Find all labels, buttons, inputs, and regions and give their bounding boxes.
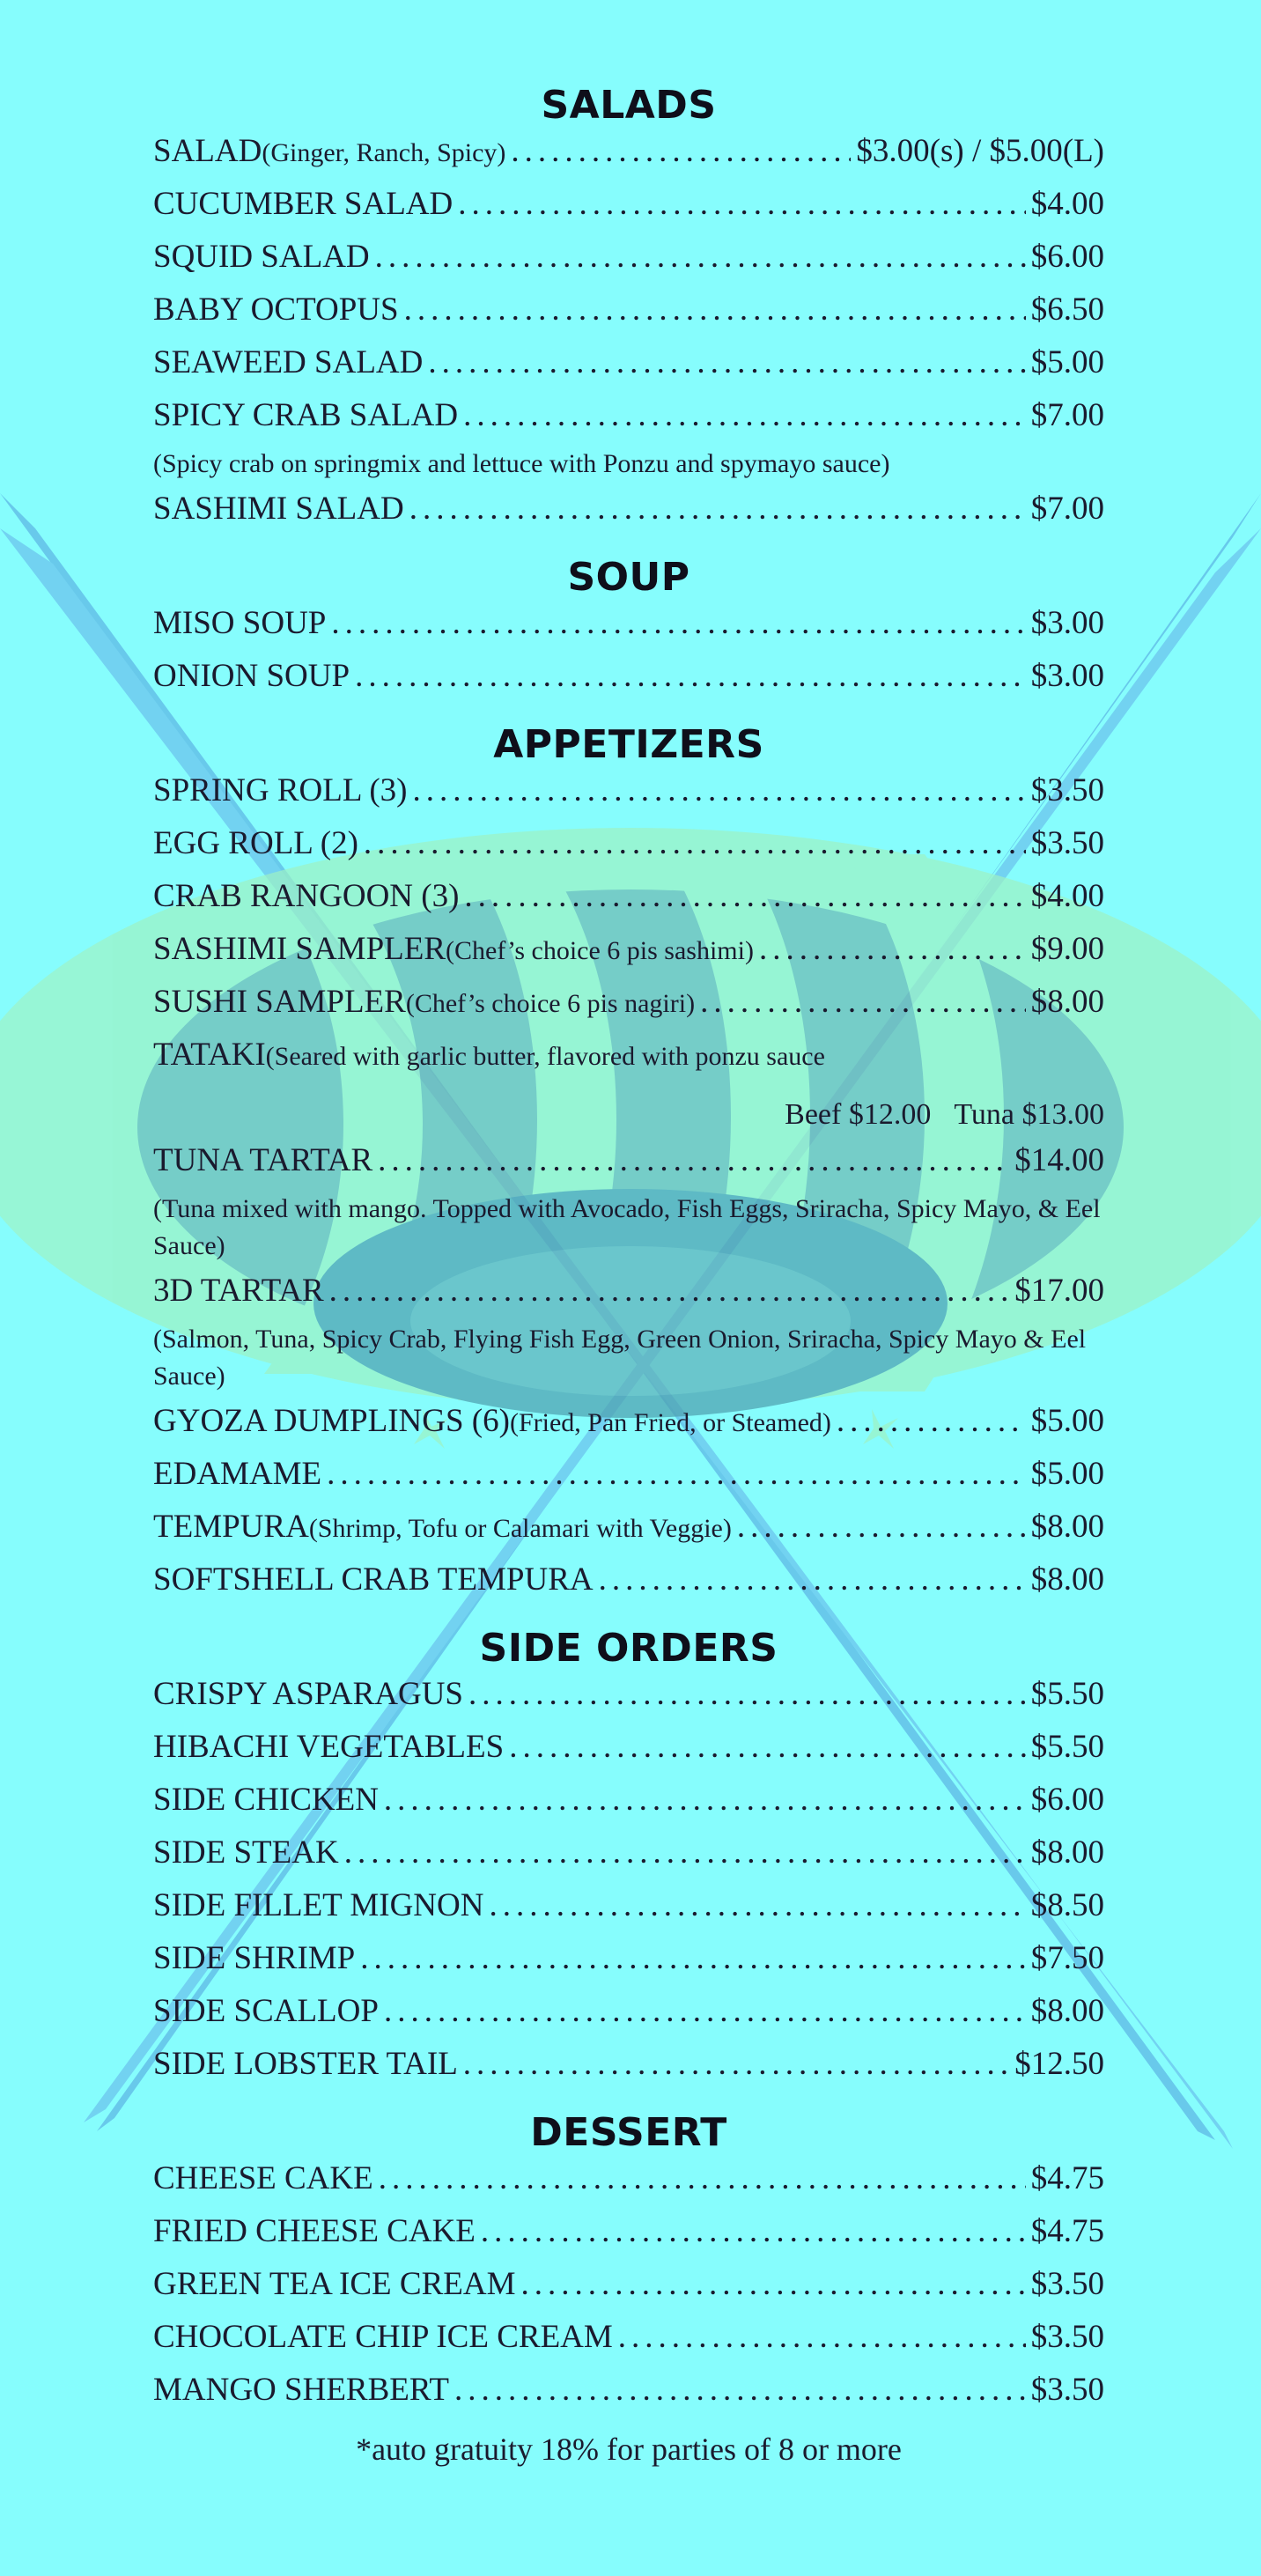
dot-leader	[454, 2371, 1026, 2409]
menu-item	[153, 396, 1104, 449]
item-price: $3.50	[1030, 2266, 1104, 2302]
item-name: SIDE CHICKEN	[153, 1782, 379, 1818]
item-name: SOFTSHELL CRAB TEMPURA	[153, 1561, 594, 1598]
item-name: SQUID SALAD	[153, 239, 370, 275]
menu-item	[153, 1141, 1104, 1194]
dot-leader	[344, 1834, 1026, 1871]
item-price: $8.00	[1030, 1509, 1104, 1545]
dot-leader	[364, 824, 1026, 862]
item-name: TEMPURA	[153, 1509, 309, 1545]
item-price: $5.00	[1030, 1403, 1104, 1439]
menu-item	[153, 1455, 1104, 1508]
menu-item	[153, 657, 1104, 710]
item-price: $17.00	[1014, 1273, 1104, 1309]
item-price: $8.00	[1030, 1561, 1104, 1598]
dot-leader	[737, 1508, 1026, 1546]
item-price: $3.50	[1030, 825, 1104, 861]
dot-leader	[463, 2045, 1009, 2083]
item-description: (Spicy crab on springmix and lettuce with Ponzu and spymayo sauce)	[153, 449, 890, 478]
item-price-option: Tuna $13.00	[954, 1098, 1104, 1131]
menu-item	[153, 1675, 1104, 1728]
section-title: APPETIZERS	[493, 722, 764, 767]
item-name: TUNA TARTAR	[153, 1142, 373, 1178]
item-note: (Fried, Pan Fried, or Steamed)	[509, 1408, 831, 1437]
dot-leader	[355, 657, 1026, 695]
item-price: $14.00	[1014, 1142, 1104, 1178]
dot-leader	[464, 877, 1025, 915]
dot-leader	[468, 1675, 1026, 1713]
dot-leader	[412, 771, 1025, 809]
menu-item	[153, 1402, 1104, 1455]
section-title: DESSERT	[530, 2110, 727, 2155]
dot-leader	[329, 1272, 1010, 1310]
menu-item	[153, 343, 1104, 396]
item-price: $8.00	[1030, 1993, 1104, 2029]
item-price: $9.00	[1030, 931, 1104, 967]
menu-item	[153, 490, 1104, 543]
item-note: (Chef’s choice 6 pis nagiri)	[405, 989, 696, 1018]
item-name: FRIED CHEESE CAKE	[153, 2213, 476, 2249]
item-price: $3.00	[1030, 605, 1104, 641]
item-name: SEAWEED SALAD	[153, 344, 424, 380]
item-name: CHEESE CAKE	[153, 2160, 373, 2196]
item-name: MISO SOUP	[153, 605, 327, 641]
menu-section-appetizers	[153, 719, 1104, 1613]
item-name: EDAMAME	[153, 1456, 322, 1492]
item-name: HIBACHI VEGETABLES	[153, 1729, 505, 1765]
item-description: (Salmon, Tuna, Spicy Crab, Flying Fish Egg, Green Onion, Sriracha, Spicy Mayo & Eel Sauce)	[153, 1325, 1087, 1391]
dot-leader	[618, 2318, 1026, 2356]
menu-item	[153, 771, 1104, 824]
menu-item	[153, 2045, 1104, 2098]
item-price: $4.75	[1030, 2213, 1104, 2249]
item-price: $7.00	[1030, 397, 1104, 433]
menu-section-dessert	[153, 2107, 1104, 2424]
section-title: SALADS	[541, 83, 717, 128]
menu-item	[153, 1781, 1104, 1834]
item-price: $3.00	[1030, 658, 1104, 694]
menu-item	[153, 1561, 1104, 1613]
menu-item	[153, 877, 1104, 930]
item-price: $4.75	[1030, 2160, 1104, 2196]
menu-item	[153, 291, 1104, 343]
item-description: (Tuna mixed with mango. Topped with Avocado, Fish Eggs, Sriracha, Spicy Mayo, & Eel Sauce)	[153, 1194, 1101, 1260]
dot-leader	[428, 343, 1025, 381]
gratuity-footnote: *auto gratuity 18% for parties of 8 or more	[356, 2432, 902, 2467]
item-price-options	[153, 1089, 1104, 1141]
item-name: SPICY CRAB SALAD	[153, 397, 459, 433]
dot-leader	[375, 238, 1026, 276]
item-name: SIDE FILLET MIGNON	[153, 1887, 484, 1923]
dot-leader	[409, 490, 1026, 528]
dot-leader	[360, 1939, 1026, 1977]
item-note: (Ginger, Ranch, Spicy)	[262, 138, 506, 167]
item-name: SALAD	[153, 133, 262, 169]
item-name: GYOZA DUMPLINGS (6)	[153, 1403, 510, 1439]
item-name: SUSHI SAMPLER	[153, 984, 406, 1020]
item-price: $5.00	[1030, 1456, 1104, 1492]
dot-leader	[404, 291, 1026, 328]
menu-item	[153, 604, 1104, 657]
item-name: MANGO SHERBERT	[153, 2372, 449, 2408]
menu-item	[153, 2265, 1104, 2318]
menu-item	[153, 238, 1104, 291]
item-note: (Seared with garlic butter, flavored with ponzu sauce	[265, 1042, 825, 1071]
item-price: $3.50	[1030, 2319, 1104, 2355]
dot-leader	[520, 2265, 1025, 2303]
item-price: $5.50	[1030, 1676, 1104, 1712]
item-name: TATAKI	[153, 1037, 266, 1073]
dot-leader	[481, 2212, 1026, 2250]
menu-item	[153, 185, 1104, 238]
menu-item	[153, 2159, 1104, 2212]
menu-section-salads	[153, 79, 1104, 543]
menu-section-side-orders	[153, 1622, 1104, 2098]
dot-leader	[384, 1781, 1026, 1819]
menu-item	[153, 1886, 1104, 1939]
item-name: ONION SOUP	[153, 658, 350, 694]
item-note: (Chef’s choice 6 pis sashimi)	[446, 936, 754, 965]
menu-item	[153, 1992, 1104, 2045]
dot-leader	[384, 1992, 1026, 2030]
item-price: $5.50	[1030, 1729, 1104, 1765]
menu-item	[153, 1939, 1104, 1992]
menu-item	[153, 2318, 1104, 2371]
item-price: $6.50	[1030, 292, 1104, 328]
dot-leader	[463, 396, 1026, 434]
item-price: $12.50	[1014, 2046, 1104, 2082]
menu-item	[153, 1036, 1104, 1089]
menu-item	[153, 1834, 1104, 1886]
item-price: $3.50	[1030, 2372, 1104, 2408]
item-name: SIDE SCALLOP	[153, 1993, 379, 2029]
item-price: $7.00	[1030, 491, 1104, 527]
item-price: $5.00	[1030, 344, 1104, 380]
item-name: CUCUMBER SALAD	[153, 186, 454, 222]
item-price: $7.50	[1030, 1940, 1104, 1976]
item-price: $4.00	[1030, 186, 1104, 222]
item-price: $6.00	[1030, 239, 1104, 275]
item-price: $3.00(s) / $5.00(L)	[856, 133, 1104, 169]
menu-content	[153, 79, 1104, 2468]
menu-section-soup	[153, 551, 1104, 710]
dot-leader	[327, 1455, 1026, 1493]
item-name: EGG ROLL (2)	[153, 825, 358, 861]
dot-leader	[837, 1402, 1026, 1440]
dot-leader	[379, 2159, 1026, 2197]
dot-leader	[458, 185, 1026, 223]
item-name: SIDE STEAK	[153, 1834, 339, 1871]
item-name: 3D TARTAR	[153, 1273, 324, 1309]
dot-leader	[331, 604, 1025, 642]
item-name: CRAB RANGOON (3)	[153, 878, 460, 914]
item-price: $6.00	[1030, 1782, 1104, 1818]
menu-item	[153, 1508, 1104, 1561]
dot-leader	[509, 1728, 1026, 1766]
menu-item	[153, 2371, 1104, 2424]
item-name: GREEN TEA ICE CREAM	[153, 2266, 516, 2302]
item-price: $3.50	[1030, 772, 1104, 808]
item-name: SPRING ROLL (3)	[153, 772, 408, 808]
section-title: SIDE ORDERS	[479, 1626, 778, 1671]
menu-item	[153, 2212, 1104, 2265]
menu-item	[153, 824, 1104, 877]
menu-item	[153, 983, 1104, 1036]
item-price: $4.00	[1030, 878, 1104, 914]
menu-item	[153, 1272, 1104, 1325]
item-name: SIDE LOBSTER TAIL	[153, 2046, 458, 2082]
item-price-option: Beef $12.00	[785, 1098, 932, 1131]
item-price: $8.00	[1030, 1834, 1104, 1871]
item-name: CRISPY ASPARAGUS	[153, 1676, 464, 1712]
item-price: $8.50	[1030, 1887, 1104, 1923]
item-name: CHOCOLATE CHIP ICE CREAM	[153, 2319, 613, 2355]
menu-item	[153, 1728, 1104, 1781]
dot-leader	[511, 132, 851, 170]
dot-leader	[599, 1561, 1026, 1598]
menu-item	[153, 930, 1104, 983]
dot-leader	[378, 1141, 1009, 1179]
item-note: (Shrimp, Tofu or Calamari with Veggie)	[308, 1514, 732, 1543]
item-name: BABY OCTOPUS	[153, 292, 399, 328]
item-name: SIDE SHRIMP	[153, 1940, 356, 1976]
menu-item	[153, 132, 1104, 185]
dot-leader	[759, 930, 1026, 968]
section-title: SOUP	[567, 555, 690, 600]
item-name: SASHIMI SALAD	[153, 491, 404, 527]
dot-leader	[700, 983, 1026, 1021]
item-price: $8.00	[1030, 984, 1104, 1020]
dot-leader	[489, 1886, 1025, 1924]
item-name: SASHIMI SAMPLER	[153, 931, 446, 967]
